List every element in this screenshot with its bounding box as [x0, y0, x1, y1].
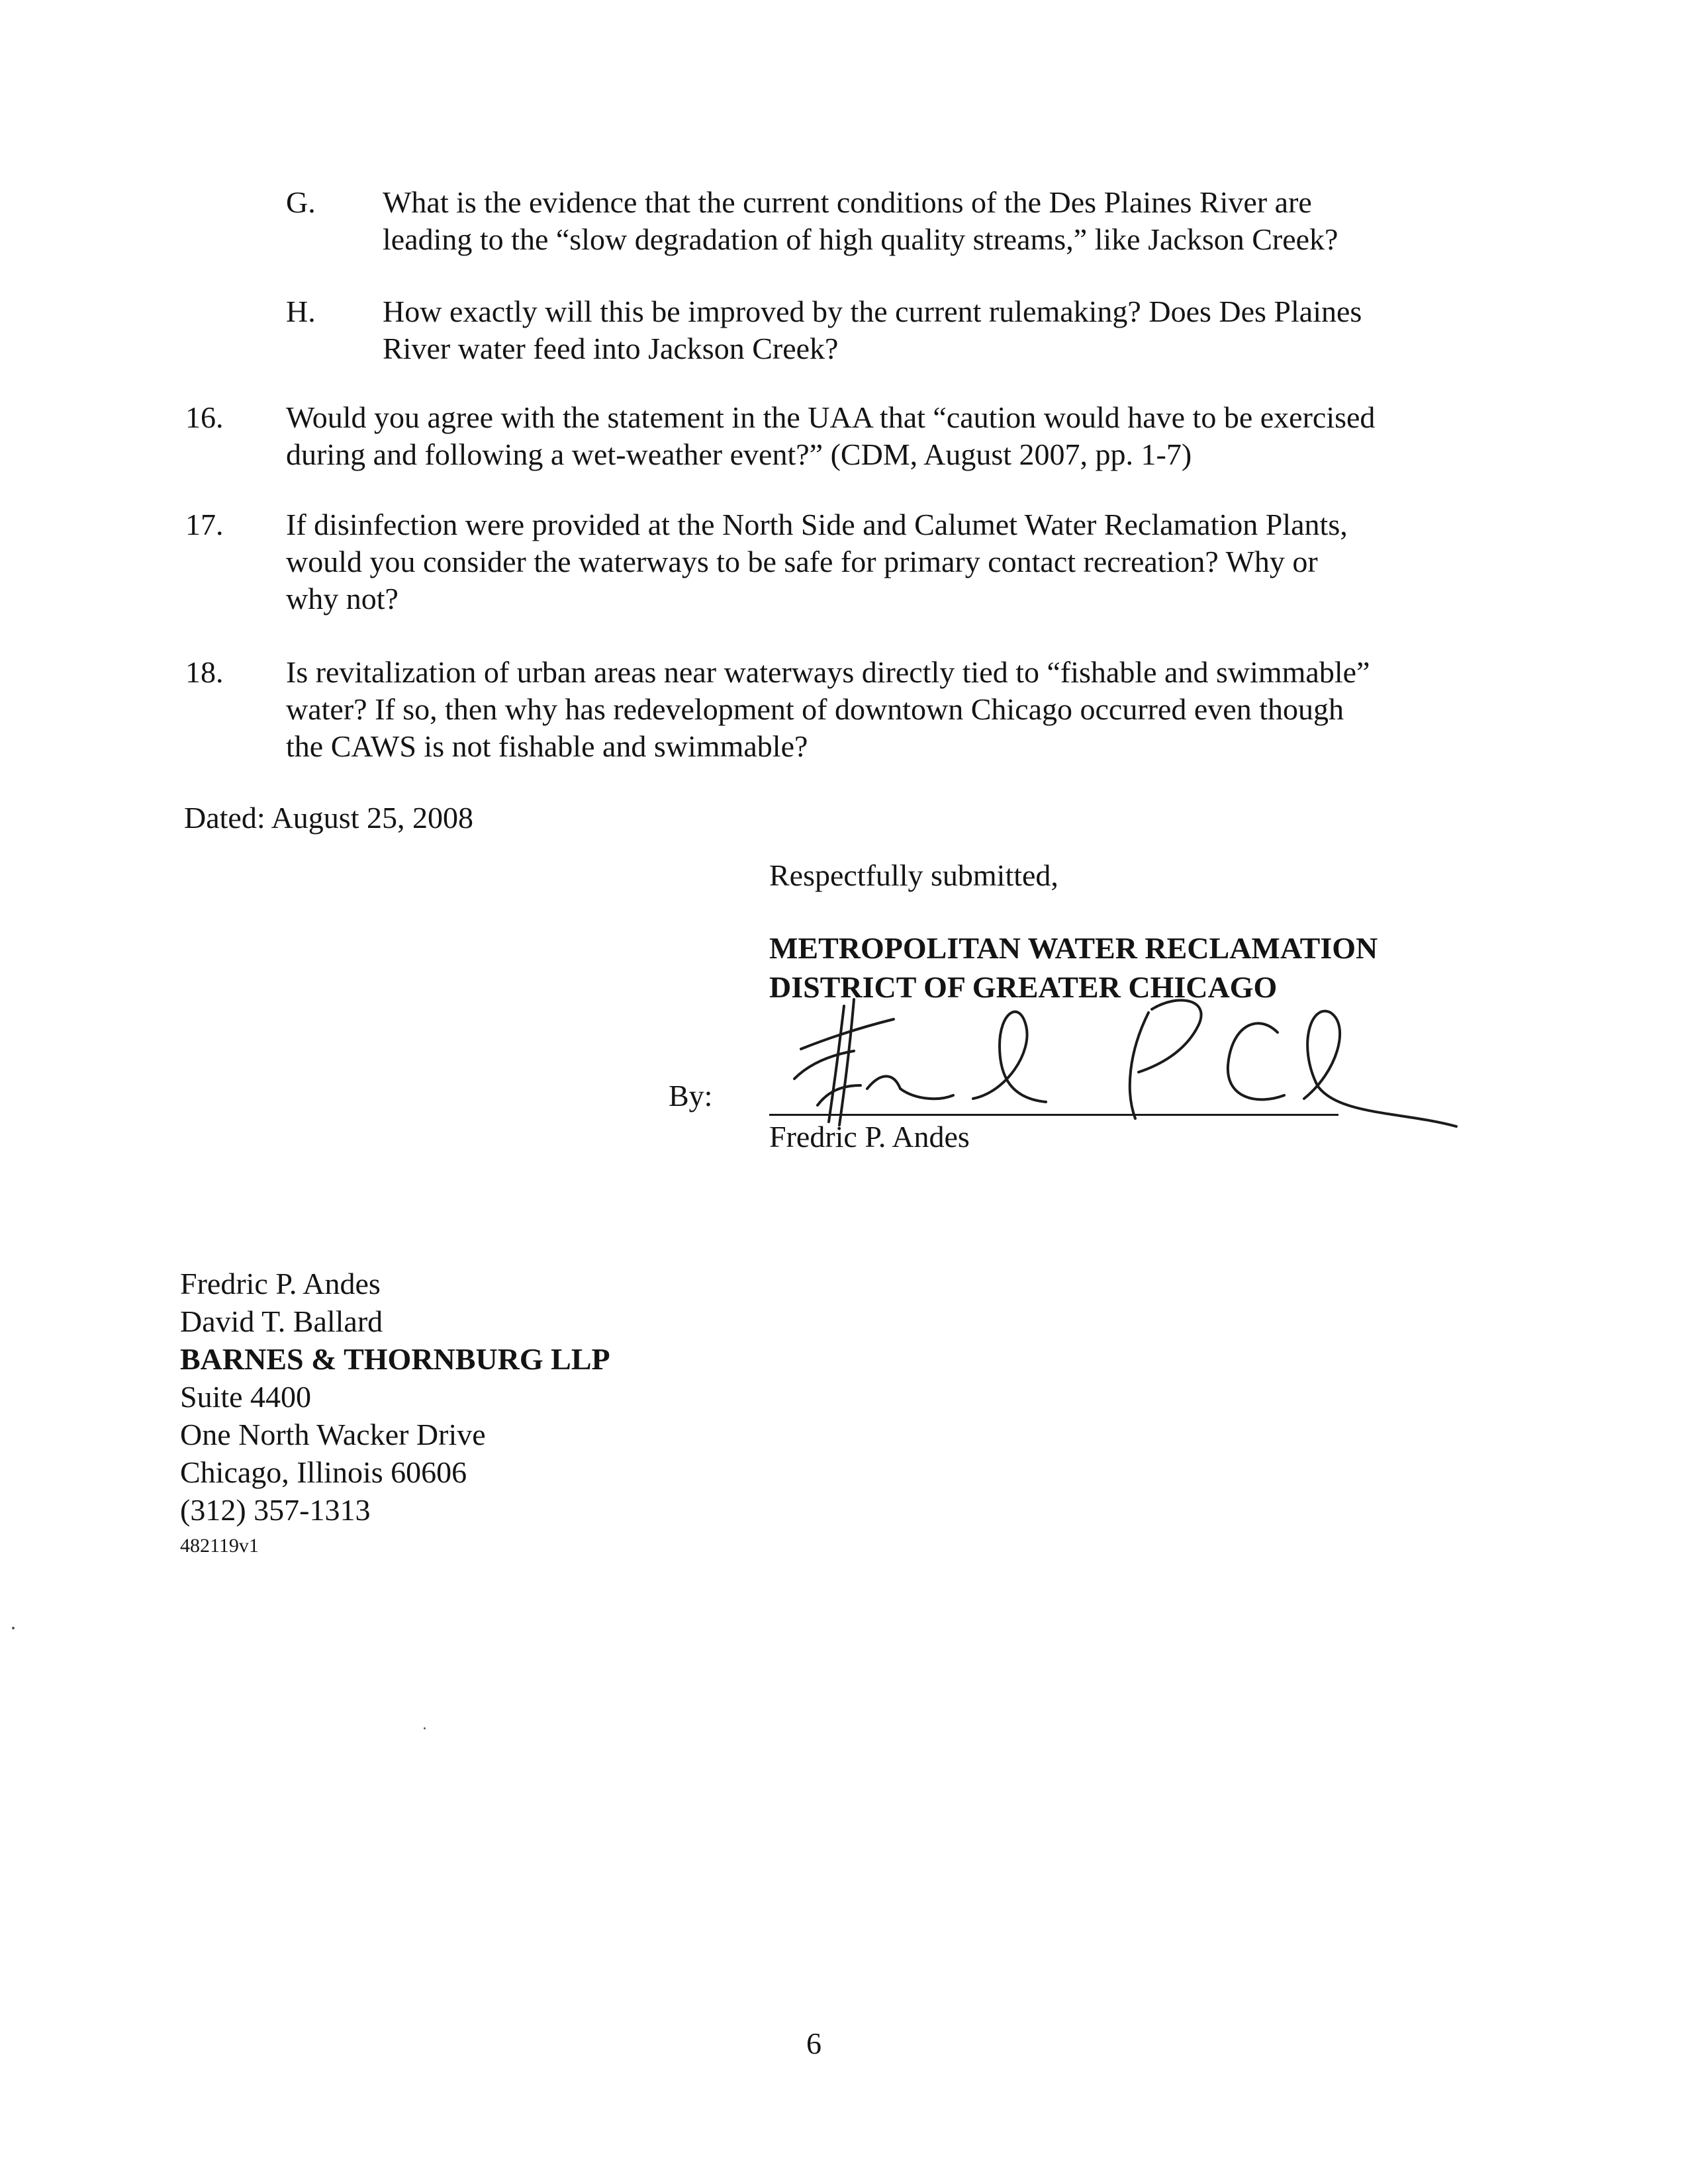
dated-line: Dated: August 25, 2008 [184, 801, 473, 835]
item-text: Is revitalization of urban areas near waterways directly tied to “fishable and swimmable” water? If so, then why has redevelopment of downtown Chicago occurred even though the CAWS is not fishable and swimmable? [286, 655, 1370, 763]
signature-line [769, 1114, 1338, 1116]
item-marker: G. [286, 185, 316, 219]
law-firm-name: BARNES & THORNBURG LLP [180, 1342, 610, 1376]
page-number: 6 [806, 2026, 821, 2060]
item-marker: 18. [185, 655, 224, 689]
scan-speck [12, 1627, 15, 1629]
attorney-name-2: David T. Ballard [180, 1304, 383, 1338]
by-label: By: [669, 1079, 713, 1113]
item-text: Would you agree with the statement in the UAA that “caution would have to be exercised during and following a wet-weather event?” (CDM, August 2007, pp. 1-7) [286, 400, 1376, 471]
scan-speck [424, 1727, 426, 1729]
address-street: One North Wacker Drive [180, 1418, 486, 1451]
document-id: 482119v1 [180, 1535, 259, 1557]
org-name-line-2: DISTRICT OF GREATER CHICAGO [769, 970, 1278, 1004]
item-marker: 16. [185, 400, 224, 434]
item-marker: 17. [185, 508, 224, 541]
item-marker: H. [286, 295, 316, 328]
signer-name: Fredric P. Andes [769, 1120, 970, 1154]
org-name-line-1: METROPOLITAN WATER RECLAMATION [769, 931, 1378, 965]
address-city: Chicago, Illinois 60606 [180, 1455, 467, 1489]
item-text: If disinfection were provided at the North Side and Calumet Water Reclamation Plants, would you consider the waterways to be safe for primary contact recreation? Why or why not? [286, 508, 1348, 615]
closing-line: Respectfully submitted, [769, 858, 1058, 892]
phone-number: (312) 357-1313 [180, 1493, 371, 1527]
address-suite: Suite 4400 [180, 1380, 312, 1414]
attorney-name-1: Fredric P. Andes [180, 1267, 381, 1300]
item-text: What is the evidence that the current conditions of the Des Plaines River are leading to the “slow degradation of high quality streams,” like Jackson Creek? [383, 185, 1338, 256]
item-text: How exactly will this be improved by the current rulemaking? Does Des Plaines River water feed into Jackson Creek? [383, 295, 1362, 365]
